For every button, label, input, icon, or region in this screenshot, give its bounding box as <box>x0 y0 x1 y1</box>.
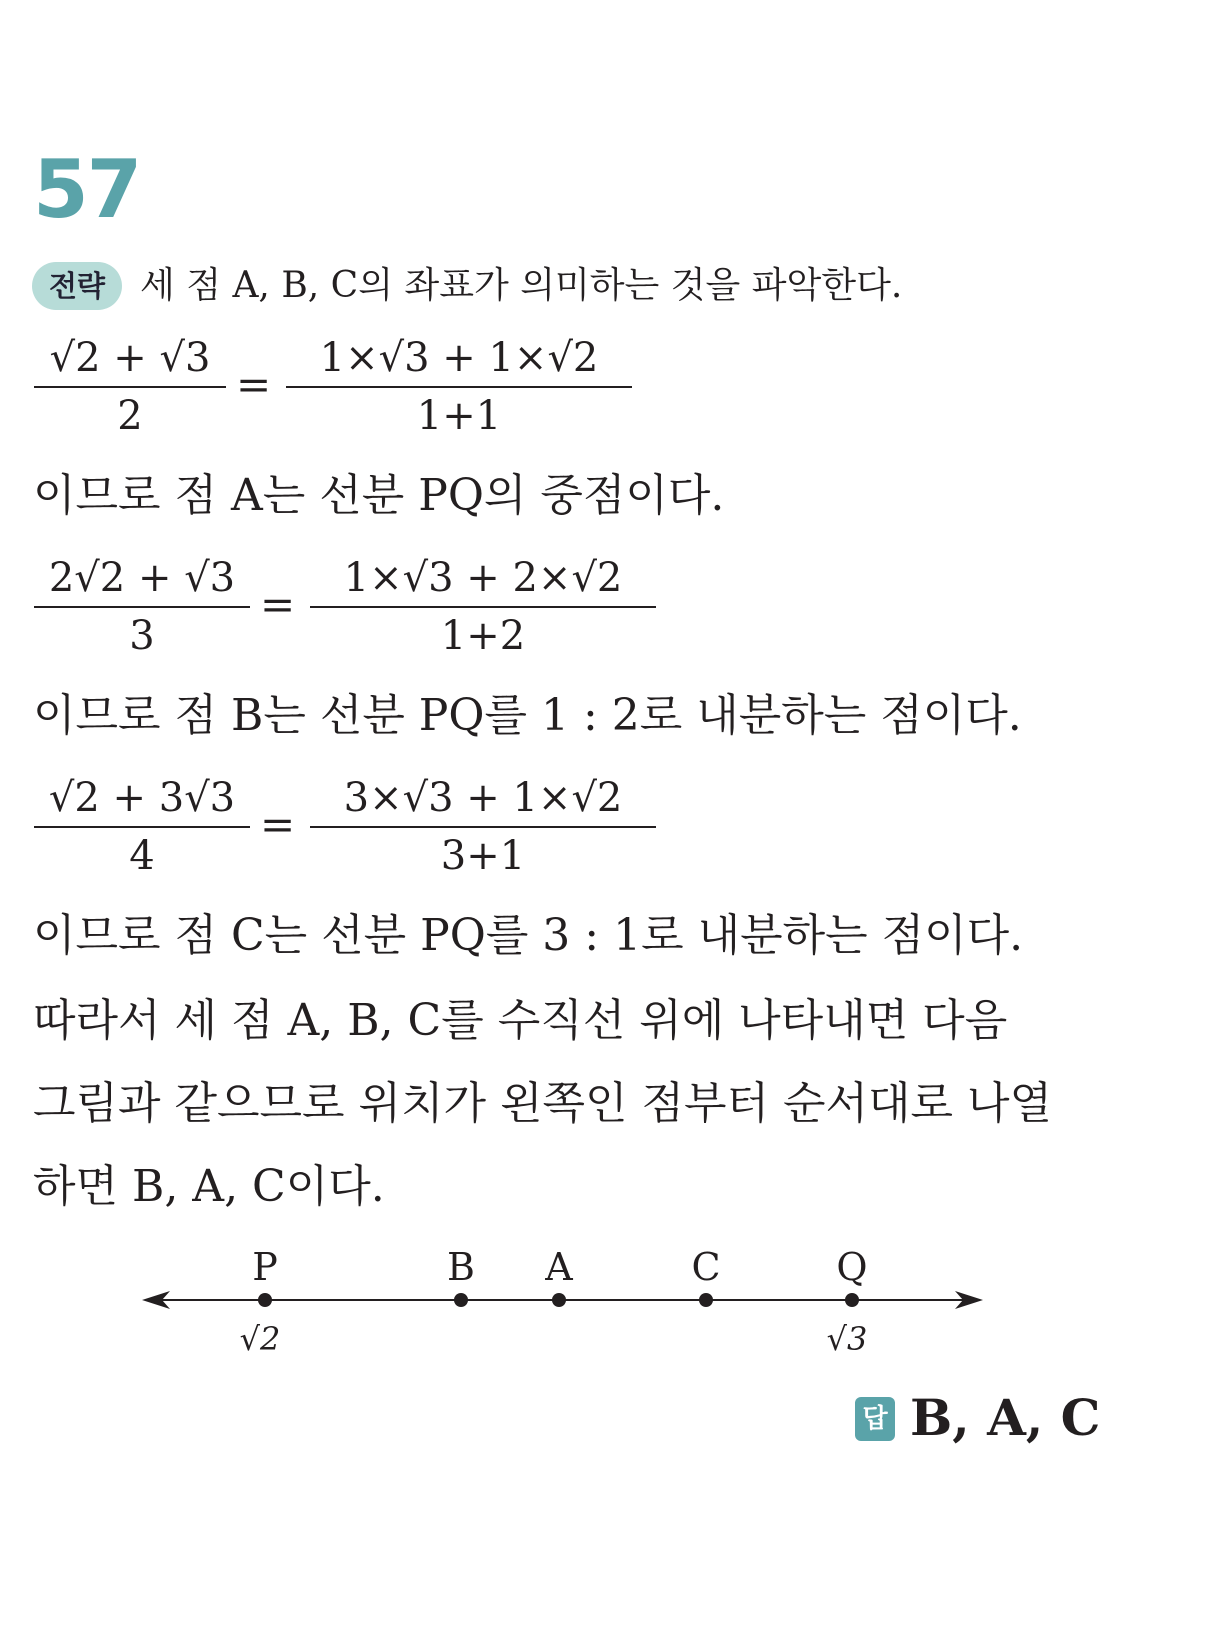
equation-3-rhs-fraction <box>310 776 656 878</box>
equation-1-rhs-denominator: 1+1 <box>416 393 502 439</box>
equation-3-conclusion: 이므로 점 C는 선분 PQ를 3 : 1로 내분하는 점이다. <box>33 910 1024 961</box>
point-p-label: P <box>252 1245 278 1289</box>
equation-2-lhs-denominator: 3 <box>129 613 155 659</box>
equation-3-lhs-fraction <box>34 776 250 878</box>
conclusion-line-3: 하면 B, A, C이다. <box>33 1161 385 1212</box>
equation-3-rhs-numerator: 3×√3 + 1×√2 <box>310 776 656 828</box>
point-b-label: B <box>447 1245 475 1289</box>
strategy-badge: 전략 <box>32 262 122 310</box>
equation-2-equals: = <box>260 580 296 629</box>
point-q-value: √3 <box>826 1320 868 1358</box>
equation-3-lhs-denominator: 4 <box>129 833 155 879</box>
point-c-dot <box>699 1293 713 1307</box>
point-a-label: A <box>545 1245 573 1289</box>
equation-1-lhs-numerator: √2 + √3 <box>34 336 226 388</box>
number-line <box>0 1240 1229 1370</box>
equation-1-lhs-fraction <box>34 336 226 438</box>
point-p-dot <box>258 1293 272 1307</box>
point-q-label: Q <box>836 1245 868 1289</box>
equation-3-lhs-numerator: √2 + 3√3 <box>34 776 250 828</box>
equation-1-rhs-fraction <box>286 336 632 438</box>
point-a-dot <box>552 1293 566 1307</box>
equation-2-rhs-fraction <box>310 556 656 658</box>
point-q-dot <box>845 1293 859 1307</box>
equation-3-equals: = <box>260 800 296 849</box>
conclusion-line-1: 따라서 세 점 A, B, C를 수직선 위에 나타내면 다음 <box>33 995 1008 1046</box>
equation-1-lhs-denominator: 2 <box>117 393 143 439</box>
strategy-text: 세 점 A, B, C의 좌표가 의미하는 것을 파악한다. <box>140 265 903 306</box>
answer-text: B, A, C <box>910 1388 1101 1447</box>
point-c <box>691 1245 720 1307</box>
point-b <box>447 1245 475 1307</box>
equation-2-rhs-denominator: 1+2 <box>440 613 526 659</box>
point-a <box>544 1245 573 1307</box>
problem-number: 57 <box>33 143 141 236</box>
equation-1-rhs-numerator: 1×√3 + 1×√2 <box>286 336 632 388</box>
equation-2-conclusion: 이므로 점 B는 선분 PQ를 1 : 2로 내분하는 점이다. <box>33 690 1022 741</box>
point-p <box>240 1245 281 1358</box>
equation-2-lhs-numerator: 2√2 + √3 <box>34 556 250 608</box>
equation-1-conclusion: 이므로 점 A는 선분 PQ의 중점이다. <box>33 470 725 521</box>
equation-1-equals: = <box>236 360 272 409</box>
point-c-label: C <box>691 1245 721 1289</box>
equation-3-rhs-denominator: 3+1 <box>440 833 526 879</box>
point-p-value: √2 <box>239 1320 281 1358</box>
equation-2-rhs-numerator: 1×√3 + 2×√2 <box>310 556 656 608</box>
equation-2-lhs-fraction <box>34 556 250 658</box>
point-q <box>827 1245 868 1358</box>
conclusion-line-2: 그림과 같으므로 위치가 왼쪽인 점부터 순서대로 나열 <box>33 1078 1053 1129</box>
answer-badge: 답 <box>855 1397 895 1441</box>
point-b-dot <box>454 1293 468 1307</box>
